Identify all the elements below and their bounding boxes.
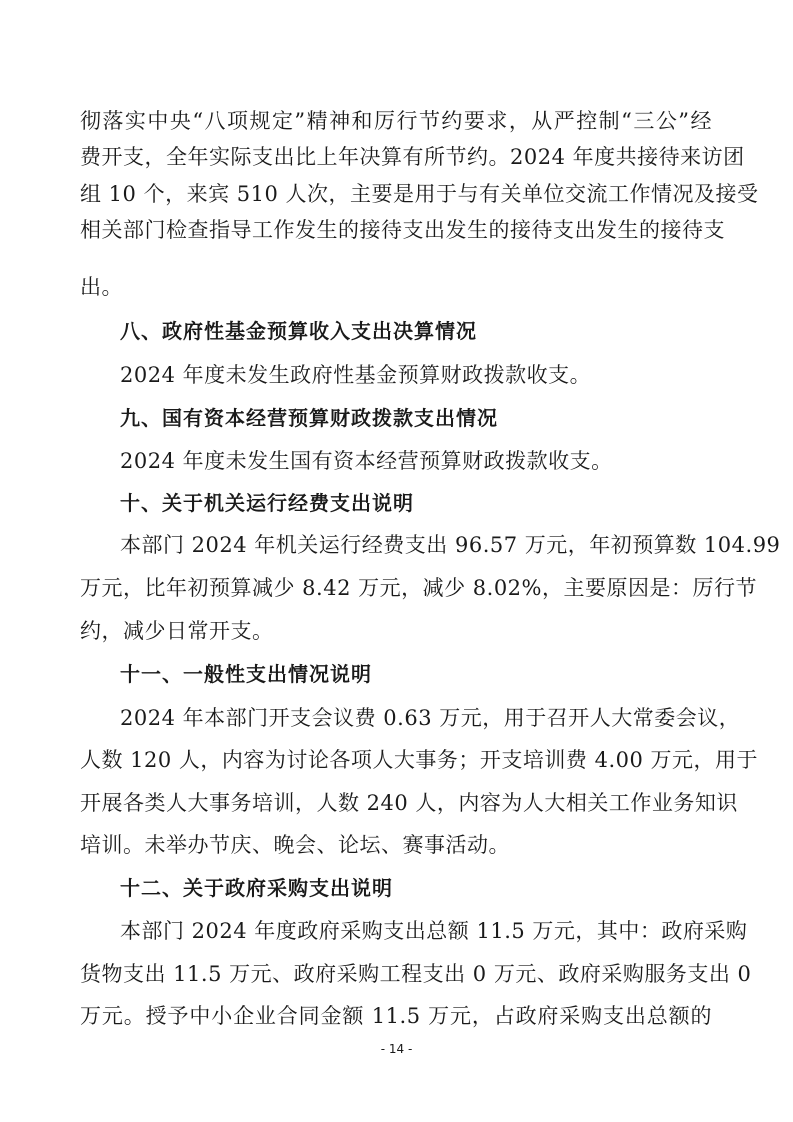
section-10-line-2: 万元，比年初预算减少 8.42 万元，减少 8.02%，主要原因是：厉行节 (80, 576, 757, 600)
section-11-line-3: 开展各类人大事务培训，人数 240 人，内容为人大相关工作业务知识 (80, 791, 738, 815)
section-11-line-2: 人数 120 人，内容为讨论各项人大事务；开支培训费 4.00 万元，用于 (80, 748, 759, 772)
intro-line-2: 费开支，全年实际支出比上年决算有所节约。2024 年度共接待来访团 (80, 145, 745, 169)
intro-line-3: 组 10 个，来宾 510 人次，主要是用于与有关单位交流工作情况及接受 (80, 182, 759, 206)
section-11-heading: 十一、一般性支出情况说明 (120, 662, 372, 686)
section-12-line-2: 货物支出 11.5 万元、政府采购工程支出 0 万元、政府采购服务支出 0 (80, 962, 752, 986)
section-11-line-1: 2024 年本部门开支会议费 0.63 万元，用于召开人大常委会议， (120, 706, 741, 730)
section-11-line-4: 培训。未举办节庆、晚会、论坛、赛事活动。 (80, 833, 510, 857)
section-9-body: 2024 年度未发生国有资本经营预算财政拨款收支。 (120, 449, 613, 473)
section-10-line-1: 本部门 2024 年机关运行经费支出 96.57 万元，年初预算数 104.99 (120, 533, 781, 557)
section-8-heading: 八、政府性基金预算收入支出决算情况 (120, 319, 477, 343)
page-number: - 14 - (380, 1042, 413, 1056)
section-10-heading: 十、关于机关运行经费支出说明 (120, 491, 414, 515)
intro-line-1: 彻落实中央“八项规定”精神和厉行节约要求，从严控制“三公”经 (80, 109, 712, 133)
section-12-line-3: 万元。授予中小企业合同金额 11.5 万元，占政府采购支出总额的 (80, 1004, 712, 1028)
section-9-heading: 九、国有资本经营预算财政拨款支出情况 (120, 406, 498, 430)
section-10-line-3: 约，减少日常开支。 (80, 619, 274, 643)
section-12-heading: 十二、关于政府采购支出说明 (120, 876, 393, 900)
intro-line-5: 出。 (80, 275, 123, 299)
intro-line-4: 相关部门检查指导工作发生的接待支出发生的接待支出发生的接待支 (80, 218, 725, 242)
section-12-line-1: 本部门 2024 年度政府采购支出总额 11.5 万元，其中：政府采购 (120, 919, 748, 943)
section-8-body: 2024 年度未发生政府性基金预算财政拨款收支。 (120, 363, 592, 387)
